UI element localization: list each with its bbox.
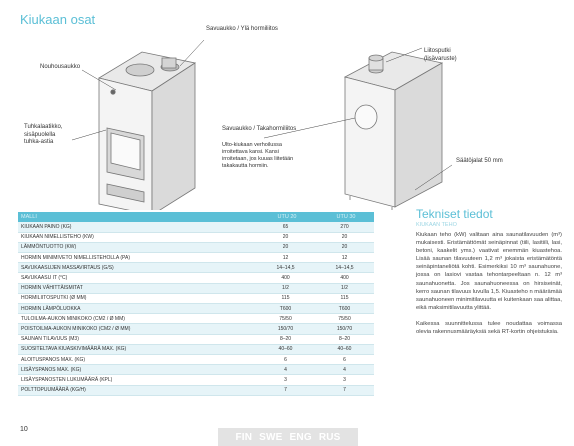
language-swe[interactable]: SWE xyxy=(259,431,283,443)
tech-subtitle: KIUKAAN TEHO xyxy=(416,222,457,228)
value-utu-30: 1/2 xyxy=(315,283,374,293)
callout-connector-pipe xyxy=(424,48,457,63)
value-utu-20: 115 xyxy=(256,293,315,303)
tech-paragraph: Kiukaan teho (kW) valitaan aina saunatilavuuden (m³) mukaisesti. Eristämättömät seinäpinnat (tiili, lasitiili, lasi, betoni, kaakelit yms.) vaativat enemmän kiuastehoa. Lisää saunan tilavuuteen 1,2 m³ jokaista eristämätöntä seinäpintaneliötä kohti. Esimerkiksi 10 m³ saunahuone, jossa on lasiovi vastaa tehontarpeeltaan n. 12 m³ saunahuonetta. Jos saunahuoneessa on hirsiseinät, kerro saunan tilavuus luvulla 1,5. Kiuasteho n määrämää saunahuoneen minimitilavuutta ei kuitenkaan saa alittaa, eikä maksimitilavuutta ylittää. xyxy=(416,232,562,311)
value-utu-20: 3 xyxy=(256,375,315,385)
callout-ash-box-line: tuhka-astia xyxy=(24,139,54,145)
value-utu-20: 12 xyxy=(256,253,315,263)
rear-stove-drawing xyxy=(345,52,442,210)
table-row xyxy=(18,232,374,242)
value-utu-20: 14–14,5 xyxy=(256,263,315,273)
value-utu-30: 4 xyxy=(315,365,374,375)
language-bar xyxy=(218,428,358,446)
value-utu-30: 20 xyxy=(315,242,374,252)
value-utu-30: 75/50 xyxy=(315,314,374,324)
page-number: 10 xyxy=(20,426,28,433)
table-header-row xyxy=(18,212,374,222)
callout-cover-line: irroitetaan, jos kuuas liitetään xyxy=(222,156,294,162)
value-utu-20: 7 xyxy=(256,385,315,395)
tech-paragraph: Kaikessa suunnittelussa tulee noudattaa voimassa olevia rakennusmääräyksiä sekä RT-kortin ohjeistuksia. xyxy=(416,320,562,336)
language-eng[interactable]: ENG xyxy=(289,431,312,443)
spec-table-wrapper xyxy=(18,212,374,396)
row-label: SAVUKAASUJEN MASSAVIRTAUS (G/S) xyxy=(18,263,256,273)
table-row xyxy=(18,314,374,324)
row-label: POISTOILMA-AUKON MINIKOKO (CM2 / Ø MM) xyxy=(18,324,256,334)
callout-cover-note xyxy=(222,142,293,170)
language-fin[interactable]: FIN xyxy=(235,431,253,443)
table-row xyxy=(18,375,374,385)
value-utu-20: 75/50 xyxy=(256,314,315,324)
callout-legs: Säätöjalat 50 mm xyxy=(456,158,503,164)
callout-lift-handle: Nouhousaukko xyxy=(40,64,81,70)
callout-smoke-rear: Savuaukko / Takahormiliitos xyxy=(222,126,297,132)
table-row xyxy=(18,263,374,273)
table-row xyxy=(18,222,374,232)
table-row xyxy=(18,354,374,364)
callout-cover-line: takakautta hormiin. xyxy=(222,163,269,169)
value-utu-20: 8–20 xyxy=(256,334,315,344)
callout-ash-box xyxy=(24,124,62,147)
value-utu-30: 20 xyxy=(315,232,374,242)
table-row xyxy=(18,334,374,344)
value-utu-20: 150/70 xyxy=(256,324,315,334)
table-row xyxy=(18,324,374,334)
value-utu-30: 3 xyxy=(315,375,374,385)
product-diagram xyxy=(0,20,574,210)
callout-connector-line: (lisävaruste) xyxy=(424,55,457,62)
row-label: SAUNAN TILAVUUS (M3) xyxy=(18,334,256,344)
row-label: KIUKAAN PAINO (KG) xyxy=(18,222,256,232)
value-utu-20: 1/2 xyxy=(256,283,315,293)
callout-ash-box-line: sisäpuolella xyxy=(24,131,56,138)
table-row xyxy=(18,293,374,303)
language-rus[interactable]: RUS xyxy=(318,431,341,443)
front-stove-drawing xyxy=(99,52,195,210)
row-label: KIUKAAN NIMELLISTEHO (KW) xyxy=(18,232,256,242)
tech-title: Tekniset tiedot xyxy=(416,207,493,221)
callout-connector-line: Liitosputki xyxy=(424,48,451,54)
table-row xyxy=(18,344,374,354)
value-utu-30: 270 xyxy=(315,222,374,232)
header-utu-20: UTU 20 xyxy=(277,214,297,220)
row-label: SAVUKAASU IT (°C) xyxy=(18,273,256,283)
tech-section xyxy=(416,208,562,344)
row-label: HORMIN VÄHITTÄISMITAT xyxy=(18,283,256,293)
callout-smoke-top: Savuaukko / Ylä hormiliitos xyxy=(206,26,278,32)
value-utu-20: 20 xyxy=(256,242,315,252)
value-utu-20: 40–60 xyxy=(256,344,315,354)
row-label: HORMIN LÄMPÖLUOKKA xyxy=(18,304,256,314)
table-row xyxy=(18,385,374,395)
stove-illustrations xyxy=(0,20,574,210)
value-utu-30: 7 xyxy=(315,385,374,395)
page-title: Kiukaan osat xyxy=(20,12,96,27)
callout-cover-line: Ulto-kiukaan verhoilussa xyxy=(222,142,282,148)
value-utu-20: 20 xyxy=(256,232,315,242)
value-utu-30: 8–20 xyxy=(315,334,374,344)
row-label: TULOILMA-AUKON MINIKOKO (CM2 / Ø MM) xyxy=(18,314,256,324)
value-utu-30: 150/70 xyxy=(315,324,374,334)
callout-cover-line: irroitettava kansi. Kansi xyxy=(222,149,279,155)
row-label: LISÄYSPANOSTEN LUKUMÄÄRÄ (KPL) xyxy=(18,375,256,385)
header-utu-30: UTU 30 xyxy=(336,214,356,220)
row-label: HORMIN MINIMIVETO NIMELLISTEHOLLA (PA) xyxy=(18,253,256,263)
table-row xyxy=(18,365,374,375)
header-model: MALLI xyxy=(21,214,37,220)
table-body xyxy=(18,222,374,395)
value-utu-30: T600 xyxy=(315,304,374,314)
value-utu-20: 400 xyxy=(256,273,315,283)
row-label: LÄMMÖNTUOTTO (KW) xyxy=(18,242,256,252)
value-utu-20: T600 xyxy=(256,304,315,314)
value-utu-20: 65 xyxy=(256,222,315,232)
value-utu-20: 6 xyxy=(256,354,315,364)
value-utu-30: 6 xyxy=(315,354,374,364)
callout-ash-box-line: Tuhkalaatikko, xyxy=(24,124,63,130)
spec-table xyxy=(18,212,374,396)
row-label: SUOSITELTAVA KIUASKIVIMÄÄRÄ MAX. (KG) xyxy=(18,344,256,354)
value-utu-30: 115 xyxy=(315,293,374,303)
value-utu-20: 4 xyxy=(256,365,315,375)
table-row xyxy=(18,253,374,263)
row-label: HORMILIITOSPUTKI (Ø MM) xyxy=(18,293,256,303)
value-utu-30: 12 xyxy=(315,253,374,263)
table-row xyxy=(18,304,374,314)
row-label: POLTTOPUUMÄÄRÄ (KG/H) xyxy=(18,385,256,395)
value-utu-30: 14–14,5 xyxy=(315,263,374,273)
row-label: LISÄYSPANOS MAX. (KG) xyxy=(18,365,256,375)
value-utu-30: 40–60 xyxy=(315,344,374,354)
table-row xyxy=(18,273,374,283)
table-row xyxy=(18,283,374,293)
value-utu-30: 400 xyxy=(315,273,374,283)
row-label: ALOITUSPANOS MAX. (KG) xyxy=(18,354,256,364)
table-row xyxy=(18,242,374,252)
